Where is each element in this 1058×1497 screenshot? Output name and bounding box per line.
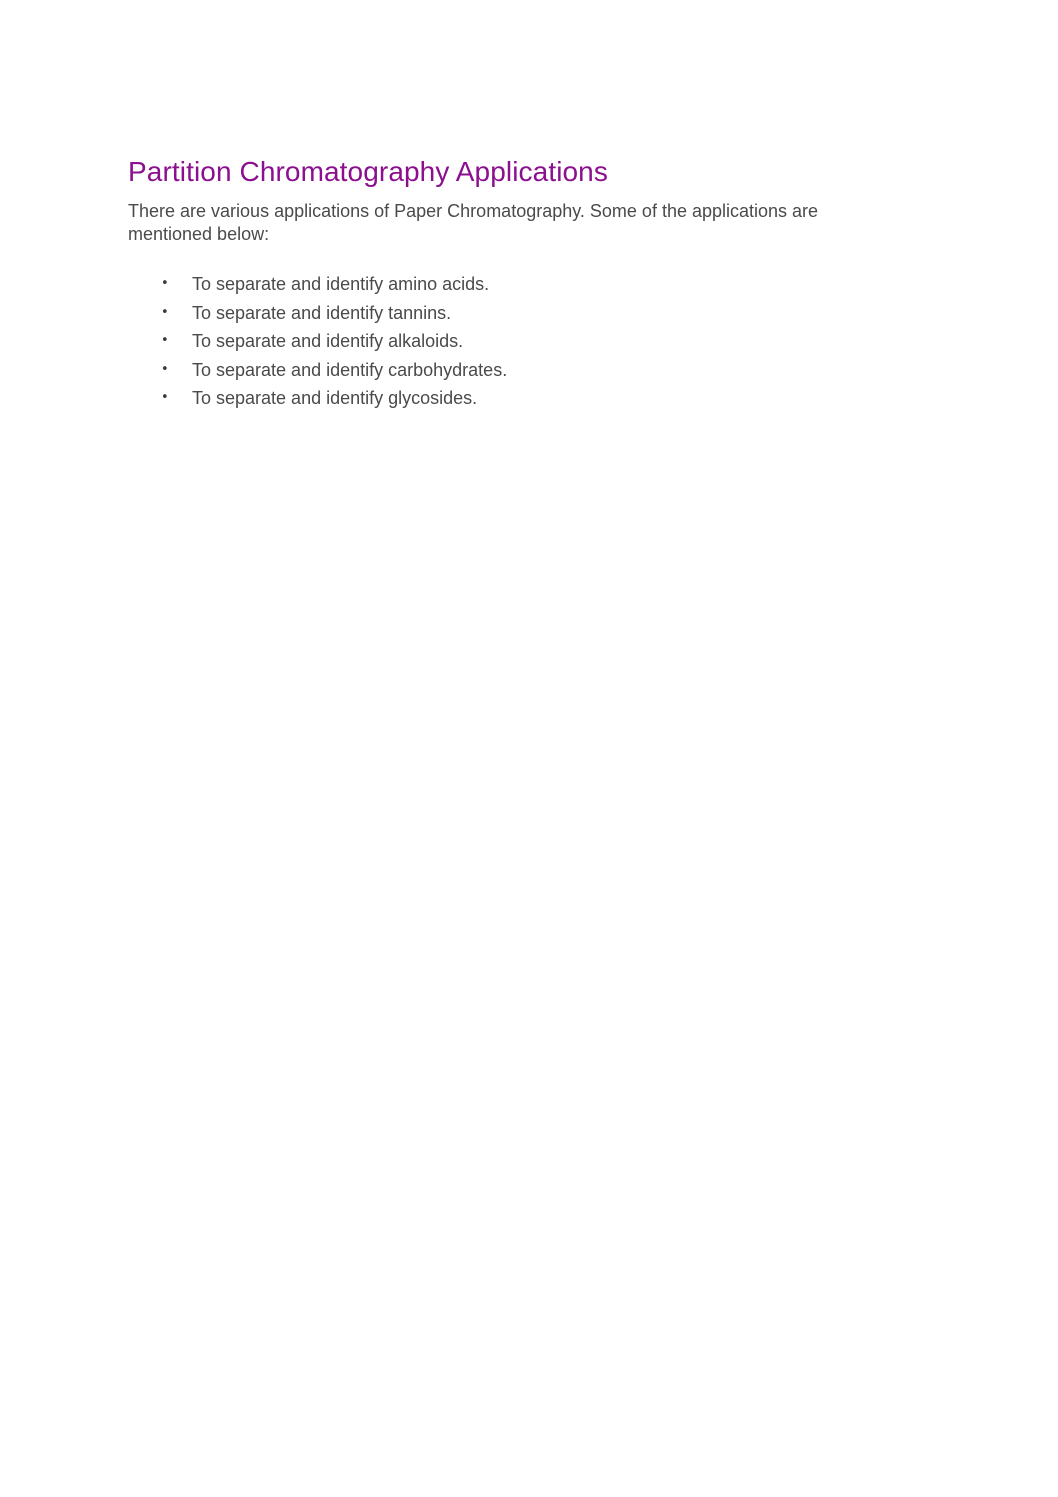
list-item-text: To separate and identify alkaloids. xyxy=(192,331,464,351)
list-item xyxy=(128,299,888,328)
list-item xyxy=(128,270,888,299)
list-item-text: To separate and identify carbohydrates. xyxy=(192,359,508,380)
bullet-icon: • xyxy=(161,276,169,291)
bullet-icon: • xyxy=(161,304,169,320)
list-item xyxy=(128,384,888,413)
list-item xyxy=(128,356,888,385)
page-title: Partition Chromatography Applications xyxy=(128,156,608,187)
bullet-icon: • xyxy=(161,333,169,348)
document-content xyxy=(128,154,888,413)
applications-list xyxy=(128,270,888,413)
intro-paragraph: There are various applications of Paper Chromatography. Some of the applications are mentioned below: xyxy=(128,201,819,244)
list-item-text: To separate and identify glycosides. xyxy=(192,388,478,408)
bullet-icon: • xyxy=(161,361,169,377)
list-item-text: To separate and identify tannins. xyxy=(192,302,452,323)
list-item-text: To separate and identify amino acids. xyxy=(192,274,490,294)
list-item xyxy=(128,327,888,356)
bullet-icon: • xyxy=(161,390,169,405)
